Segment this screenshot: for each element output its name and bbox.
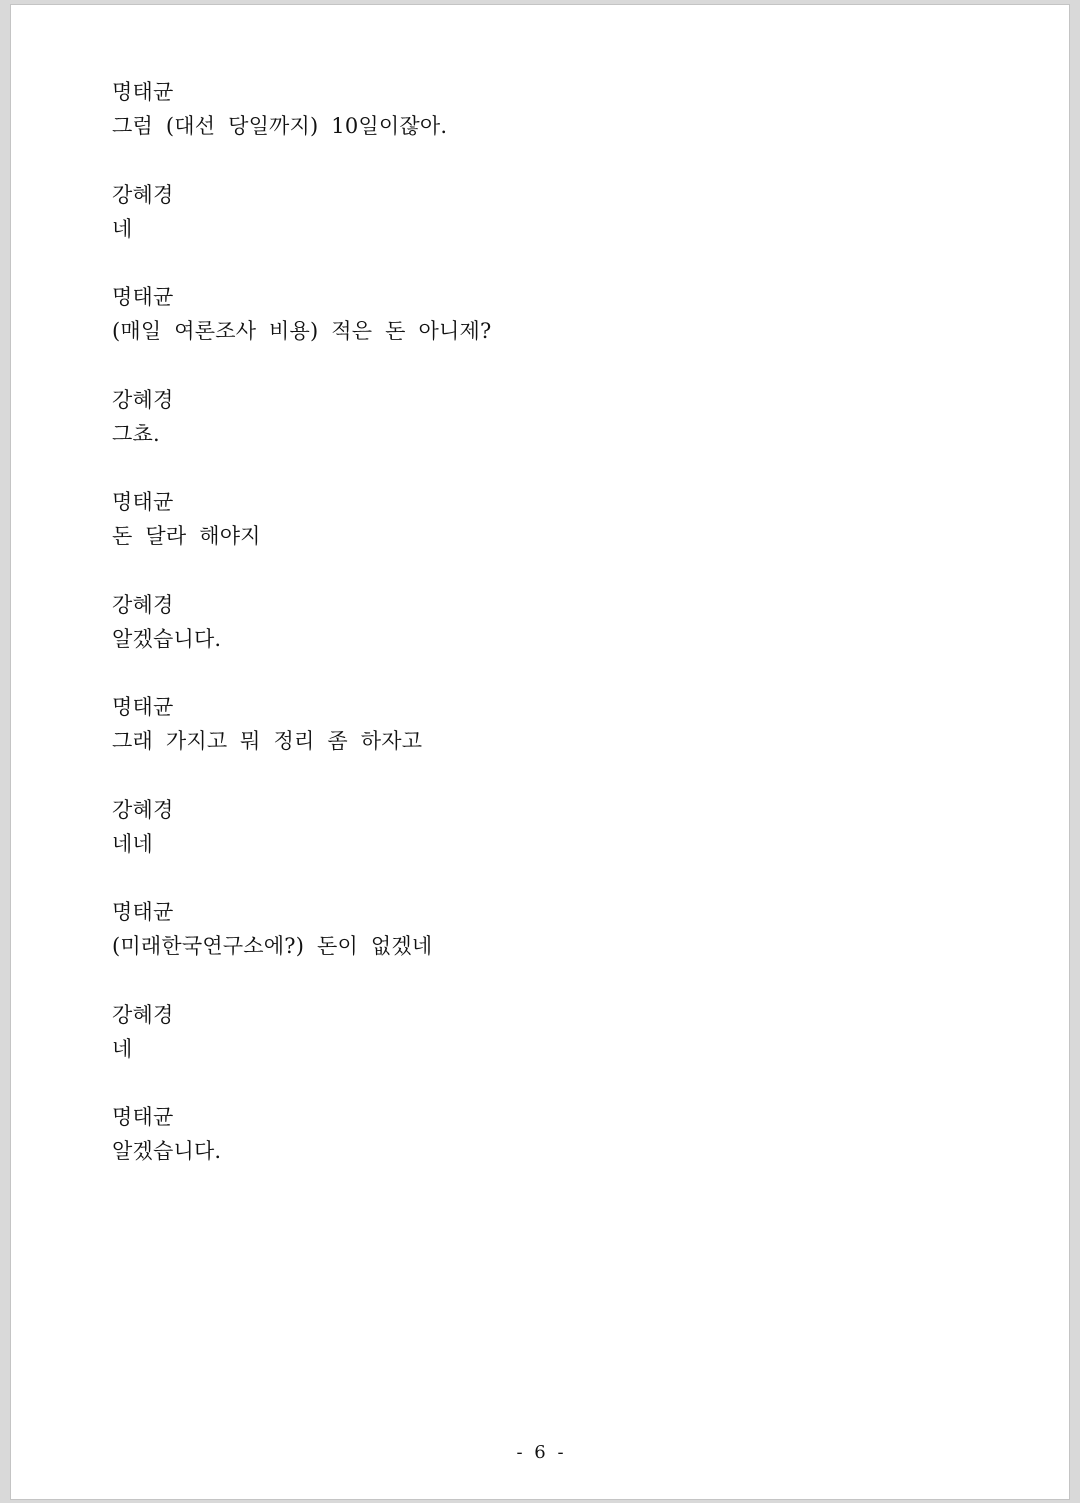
dialogue-turn [112, 793, 972, 896]
speaker-name: 명태균 [112, 695, 174, 719]
dialogue-text: (미래한국연구소에?) 돈이 없겠네 [112, 934, 433, 958]
dialogue-turn [112, 485, 972, 588]
speaker-name: 명태균 [112, 285, 174, 309]
dialogue-text: 네네 [112, 831, 153, 856]
dialogue-turn [112, 690, 972, 793]
dialogue-turn [112, 178, 972, 281]
page-number: - 6 - [516, 1442, 564, 1463]
dialogue-text: 그럼 (대선 당일까지) 10일이잖아. [112, 114, 448, 138]
speaker-name: 명태균 [112, 80, 174, 104]
speaker-name: 강혜경 [112, 797, 174, 822]
dialogue-turn [112, 1100, 972, 1203]
document-page [10, 4, 1070, 1500]
dialogue-turn [112, 75, 972, 178]
speaker-name: 명태균 [112, 490, 174, 514]
dialogue-text: 네 [112, 216, 133, 241]
speaker-name: 강혜경 [112, 182, 174, 207]
dialogue-turn [112, 280, 972, 383]
speaker-name: 명태균 [112, 1105, 174, 1129]
dialogue-turn [112, 998, 972, 1101]
speaker-name: 강혜경 [112, 1002, 174, 1027]
dialogue-text: 알겠습니다. [112, 626, 222, 651]
dialogue-text: 그쵸. [112, 421, 160, 446]
dialogue-turn [112, 895, 972, 998]
dialogue-turn [112, 588, 972, 691]
speaker-name: 강혜경 [112, 592, 174, 617]
dialogue-text: 돈 달라 해야지 [112, 524, 261, 548]
dialogue-text: 네 [112, 1036, 133, 1061]
dialogue-text: 알겠습니다. [112, 1139, 222, 1163]
speaker-name: 강혜경 [112, 387, 174, 412]
speaker-name: 명태균 [112, 900, 174, 924]
dialogue-text: (매일 여론조사 비용) 적은 돈 아니제? [112, 319, 492, 343]
dialogue-text: 그래 가지고 뭐 정리 좀 하자고 [112, 729, 423, 753]
dialogue-turn [112, 383, 972, 486]
transcript [112, 75, 972, 1203]
